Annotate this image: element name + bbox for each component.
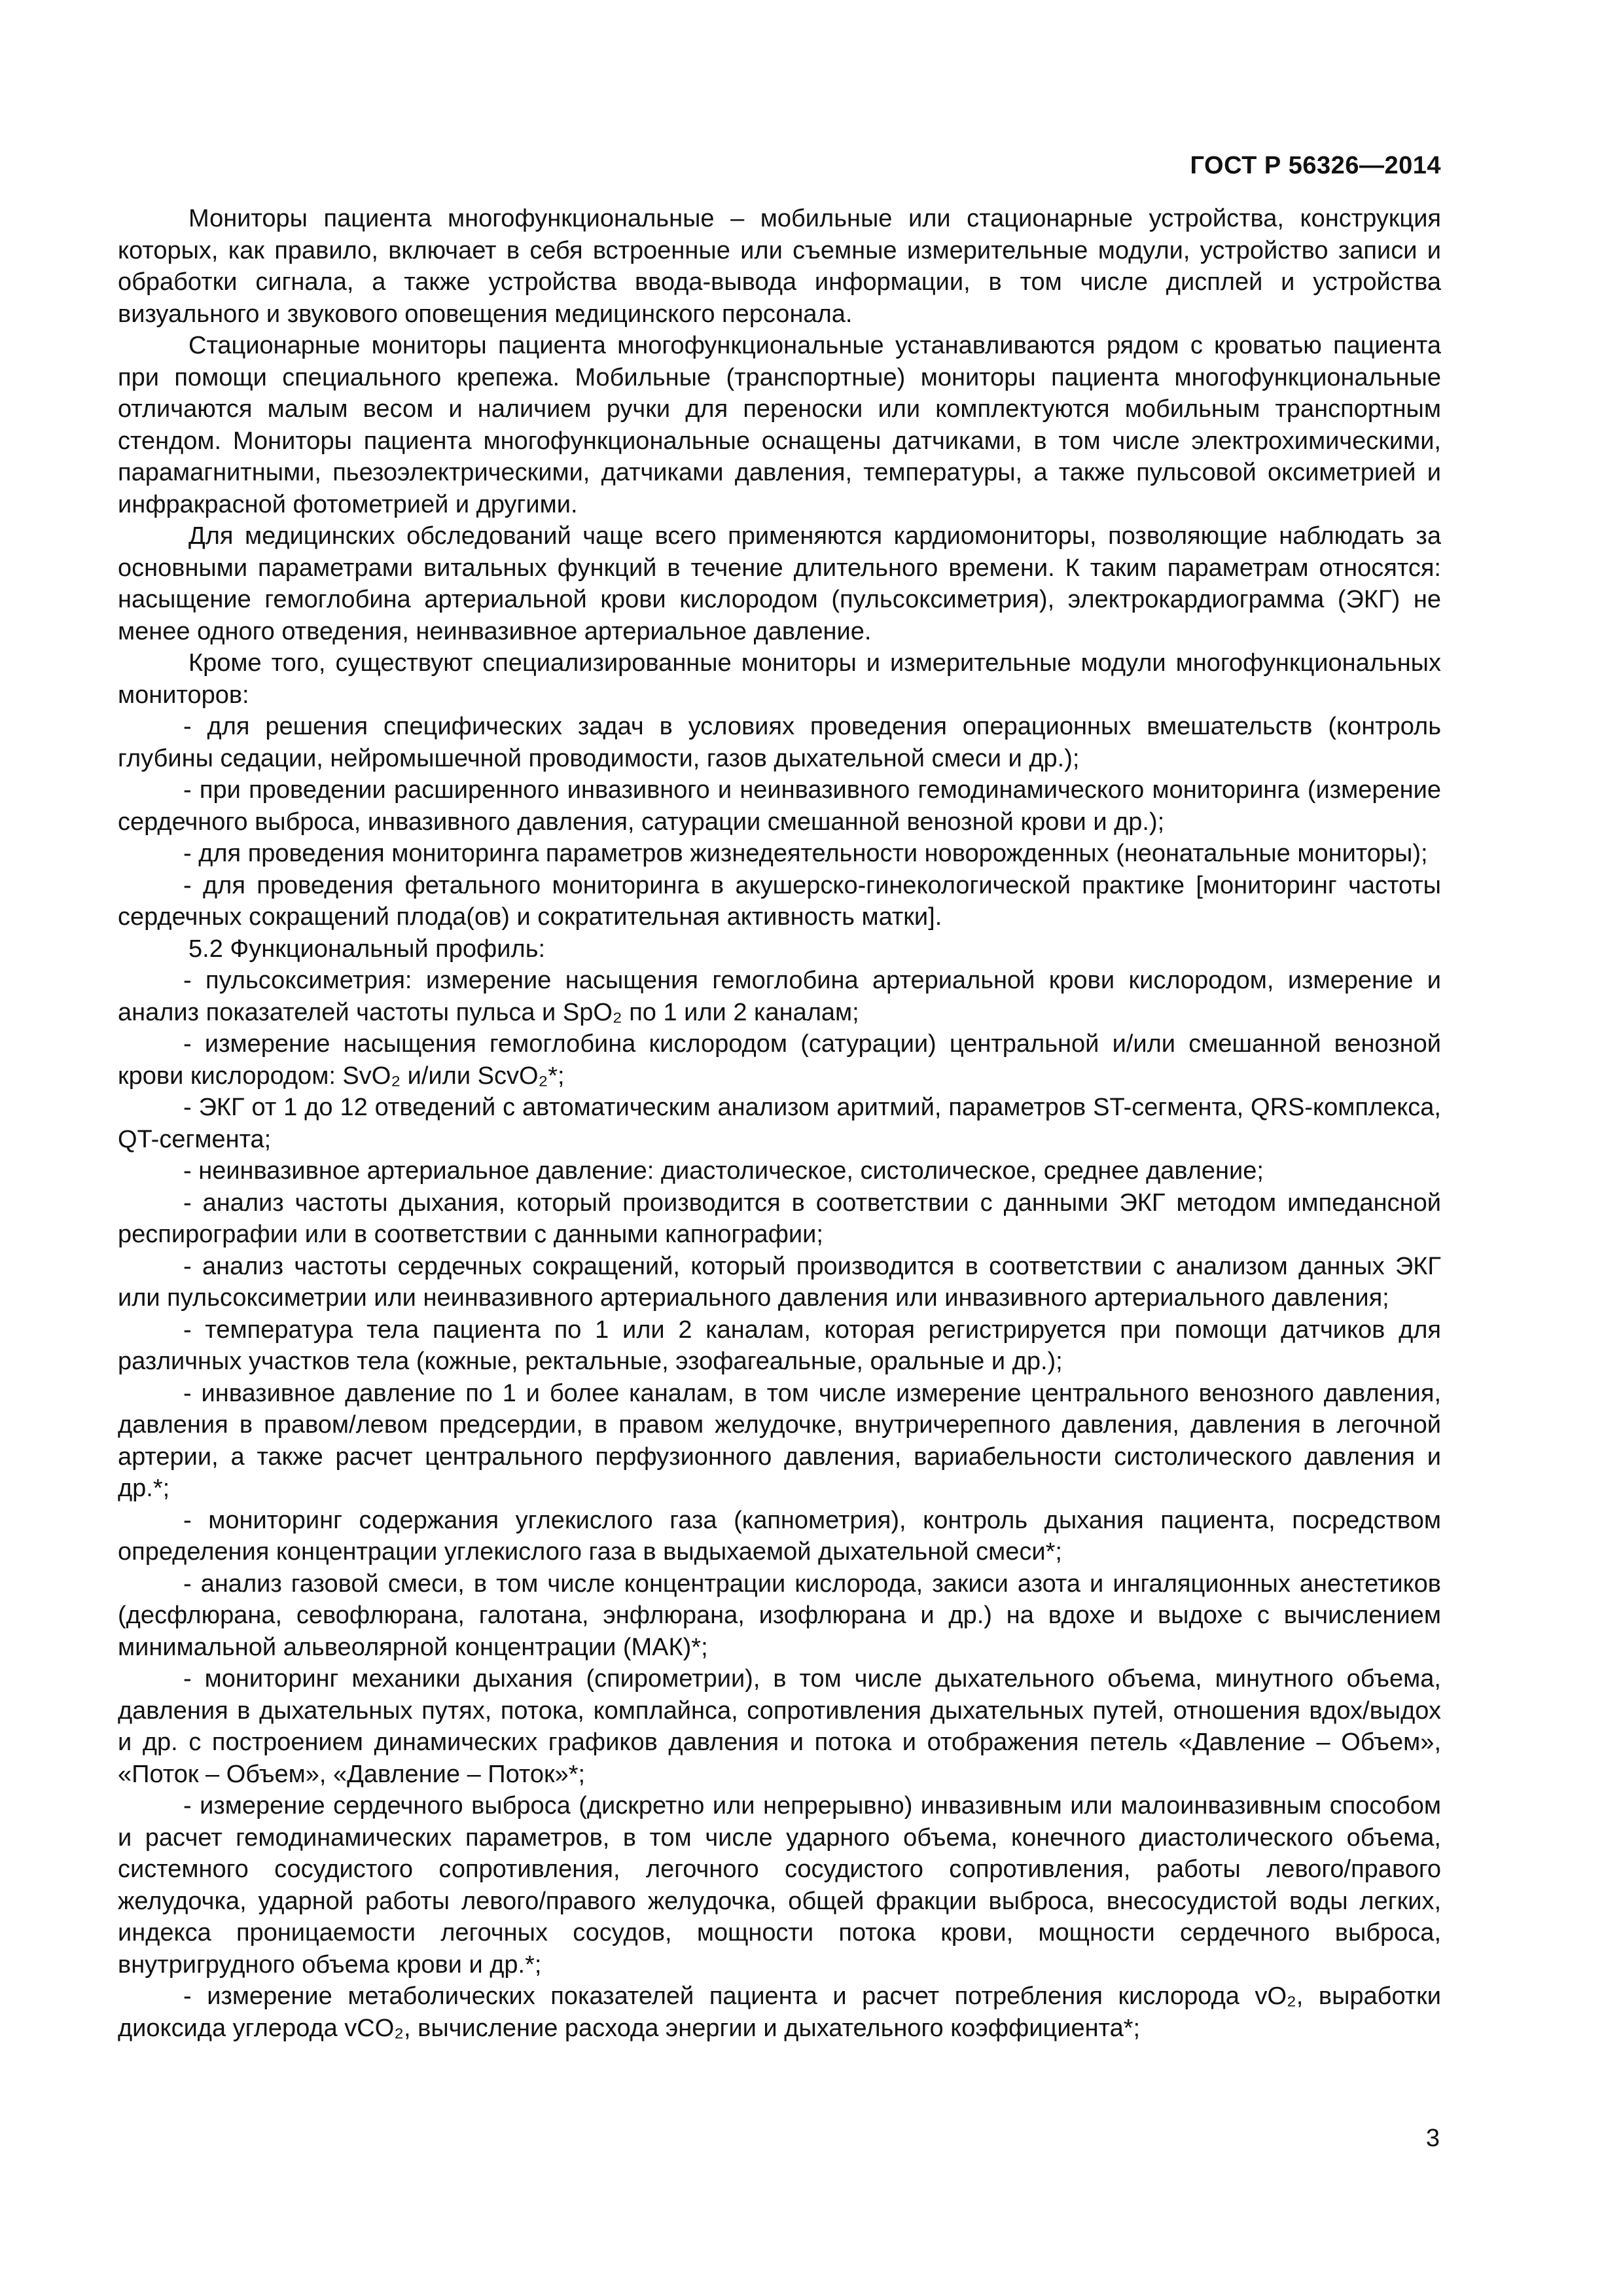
list-item: - неинвазивное артериальное давление: диастолическое, систолическое, среднее давление;	[183, 1157, 1264, 1185]
document-body	[118, 203, 1441, 2044]
list-item: - для проведения фетального мониторинга в акушерско-гинекологической практике [мониторинг частоты сердечных сокращений плода(ов) и сократительная активность матки].	[118, 871, 1441, 931]
paragraph: Для медицинских обследований чаще всего применяются кардиомониторы, позволяющие наблюдать за основными параметрами витальных функций в течение длительного времени. К таким параметрам относятся: насыщение гемоглобина артериальной крови кислородом (пульсоксиметрия), электрокардиограмма (ЭКГ) не менее одного отведения, неинвазивное артериальное давление.	[118, 522, 1441, 645]
list-item: - анализ частоты сердечных сокращений, который производится в соответствии с анализом данных ЭКГ или пульсоксиметрии или неинвазивного артериального давления или инвазивного артериального давления;	[118, 1252, 1441, 1312]
list-item: - мониторинг механики дыхания (спирометрии), в том числе дыхательного объема, минутного объема, давления в дыхательных путях, потока, комплайнса, сопротивления дыхательных путей, отношения вдох/выдох и др. с построением динамических графиков давления и потока и отображения петель «Давление – Объем», «Поток – Объем», «Давление – Поток»*;	[118, 1665, 1441, 1788]
section-heading: 5.2 Функциональный профиль:	[188, 935, 546, 963]
list-item: - анализ газовой смеси, в том числе концентрации кислорода, закиси азота и ингаляционных анестетиков (десфлюрана, севофлюрана, галотана, энфлюрана, изофлюрана и др.) на вдохе и выдохе с вычислением минимальной альвеолярной концентрации (МАК)*;	[118, 1570, 1441, 1661]
paragraph: Мониторы пациента многофункциональные – мобильные или стационарные устройства, конструкция которых, как правило, включает в себя встроенные или съемные измерительные модули, устройство записи и обработки сигнала, а также устройства ввода-вывода информации, в том числе дисплей и устройства визуального и звукового оповещения медицинского персонала.	[118, 205, 1441, 328]
paragraph: Кроме того, существуют специализированные мониторы и измерительные модули многофункциональных мониторов:	[118, 649, 1441, 709]
list-item: - измерение сердечного выброса (дискретно или непрерывно) инвазивным или малоинвазивным способом и расчет гемодинамических параметров, в том числе ударного объема, конечного диастолического объема, системного сосудистого сопротивления, легочного сосудистого сопротивления, работы левого/правого желудочка, ударной работы левого/правого желудочка, общей фракции выброса, внесосудистой воды легких, индекса проницаемости легочных сосудов, мощности потока крови, мощности сердечного выброса, внутригрудного объема крови и др.*;	[118, 1792, 1441, 1979]
list-item: - для решения специфических задач в условиях проведения операционных вмешательств (контроль глубины седации, нейромышечной проводимости, газов дыхательной смеси и др.);	[118, 713, 1441, 772]
list-item: - измерение насыщения гемоглобина кислородом (сатурации) центральной и/или смешанной венозной крови кислородом: SvO₂ и/или ScvO₂*;	[118, 1030, 1441, 1090]
list-item: - мониторинг содержания углекислого газа (капнометрия), контроль дыхания пациента, посредством определения концентрации углекислого газа в выдыхаемой дыхательной смеси*;	[118, 1506, 1441, 1566]
document-code-header: ГОСТ Р 56326—2014	[1190, 152, 1441, 179]
list-item: - для проведения мониторинга параметров жизнедеятельности новорожденных (неонатальные мониторы);	[183, 840, 1428, 867]
list-item: - при проведении расширенного инвазивного и неинвазивного гемодинамического мониторинга (измерение сердечного выброса, инвазивного давления, сатурации смешанной венозной крови и др.);	[118, 776, 1441, 836]
list-item: - ЭКГ от 1 до 12 отведений с автоматическим анализом аритмий, параметров ST-сегмента, QRS-комплекса, QT-сегмента;	[118, 1094, 1441, 1153]
list-item: - температура тела пациента по 1 или 2 каналам, которая регистрируется при помощи датчиков для различных участков тела (кожные, ректальные, эзофагеальные, оральные и др.);	[118, 1316, 1441, 1375]
list-item: - инвазивное давление по 1 и более каналам, в том числе измерение центрального венозного давления, давления в правом/левом предсердии, в правом желудочке, внутричерепного давления, давления в легочной артерии, а также расчет центрального перфузионного давления, вариабельности систолического давления и др.*;	[118, 1379, 1441, 1502]
page-number: 3	[1425, 2125, 1440, 2152]
list-item: - пульсоксиметрия: измерение насыщения гемоглобина артериальной крови кислородом, измерение и анализ показателей частоты пульса и SpO₂ по 1 или 2 каналам;	[118, 967, 1441, 1026]
paragraph: Стационарные мониторы пациента многофункциональные устанавливаются рядом с кроватью пациента при помощи специального крепежа. Мобильные (транспортные) мониторы пациента многофункциональные отличаются малым весом и наличием ручки для переноски или комплектуются мобильным транспортным стендом. Мониторы пациента многофункциональные оснащены датчиками, в том числе электрохимическими, парамагнитными, пьезоэлектрическими, датчиками давления, температуры, а также пульсовой оксиметрией и инфракрасной фотометрией и другими.	[118, 332, 1441, 518]
list-item: - анализ частоты дыхания, который производится в соответствии с данными ЭКГ методом импедансной респирографии или в соответствии с данными капнографии;	[118, 1189, 1441, 1248]
list-item: - измерение метаболических показателей пациента и расчет потребления кислорода vO₂, выработки диоксида углерода vCO₂, вычисление расхода энергии и дыхательного коэффициента*;	[118, 1982, 1441, 2042]
